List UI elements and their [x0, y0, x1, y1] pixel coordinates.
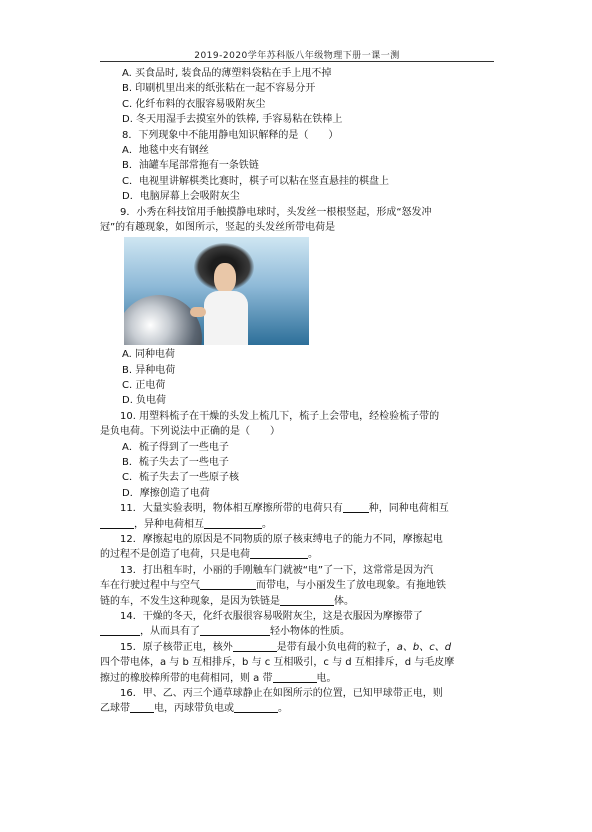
q10-stem-line1: 10. 用塑料梳子在干燥的头发上梳几下，梳子上会带电，经检验梳子带的: [120, 410, 440, 422]
q14-text-2: 轻小物体的性质。: [270, 626, 350, 638]
q7-option-b: B. 印刷机里出来的纸张粘在一起不容易分开: [122, 83, 316, 95]
girl-body: [204, 291, 248, 345]
static-sphere: [124, 295, 202, 345]
q11-blank-1[interactable]: [343, 501, 369, 513]
q16-blank-1[interactable]: [130, 701, 154, 713]
q9-option-b: B. 异种电荷: [122, 364, 176, 376]
q16-line1: 16．甲、乙、丙三个通草球静止在如图所示的位置，已知甲球带正电，则: [120, 687, 443, 699]
q14-line2: [100, 624, 496, 639]
q12-line1: 12．摩擦起电的原因是不同物质的原子核束缚电子的能力不同，摩擦起电: [120, 533, 443, 545]
q14-line1: 14．干燥的冬天，化纤衣服很容易吸附灰尘，这是衣服因为摩擦带了: [120, 610, 423, 622]
q7-option-c: C. 化纤布料的衣服容易吸附灰尘: [122, 98, 266, 110]
q15-text-4: 电。: [316, 672, 337, 684]
q13-blank-2[interactable]: [280, 594, 334, 606]
q16-line2: [100, 701, 496, 716]
q8-stem: 8．下列现象中不能用静电知识解释的是（ ）: [122, 129, 339, 141]
q15-line1: [100, 640, 496, 655]
q9-option-c: C. 正电荷: [122, 380, 166, 392]
q13-blank-1[interactable]: [200, 578, 256, 590]
q13-text-2: 而带电，与小丽发生了放电现象。有拖地铁: [256, 580, 446, 592]
q10-option-b: B．梳子失去了一些电子: [122, 457, 229, 469]
q13-line3: [100, 594, 496, 609]
q16-blank-2[interactable]: [234, 701, 278, 713]
q15-line2: 四个带电体，a 与 b 互相排斥，b 与 c 互相吸引，c 与 d 互相排斥，d 与毛皮摩: [100, 657, 455, 669]
q7-option-d: D. 冬天用湿手去摸室外的铁棒, 手容易粘在铁棒上: [122, 114, 343, 126]
q15-line3: [100, 671, 496, 686]
q14-blank-1[interactable]: [100, 624, 140, 636]
q12-text-1: 的过程不是创造了电荷，只是电荷: [100, 549, 250, 561]
q10-option-c: C．梳子失去了一些原子核: [122, 472, 239, 484]
page-header: 2019-2020学年苏科版八年级物理下册一课一测: [194, 51, 400, 61]
q16-text-2: 电，丙球带负电或: [154, 703, 234, 715]
girl-face: [214, 263, 236, 293]
q9-stem-line1: 9．小秀在科技馆用手触摸静电球时，头发丝一根根竖起，形成“怒发冲: [120, 206, 432, 218]
q11-line2: [100, 517, 496, 532]
q11-text-4: 。: [262, 518, 272, 530]
q12-line2: [100, 547, 496, 562]
q10-option-d: D．摩擦创造了电荷: [122, 487, 210, 499]
q15-text-1: 15．原子核带正电，核外: [120, 641, 233, 653]
q10-stem-line2: 是负电荷。下列说法中正确的是（ ）: [100, 426, 280, 438]
q16-text-3: 。: [278, 703, 288, 715]
q9-option-d: D. 负电荷: [122, 395, 167, 407]
q8-option-c: C．电视里讲解棋类比赛时，棋子可以粘在竖直悬挂的棋盘上: [122, 175, 389, 187]
girl-hand: [190, 307, 206, 317]
q10-option-a: A．梳子得到了一些电子: [122, 441, 229, 453]
q14-blank-2[interactable]: [200, 624, 270, 636]
q15-text-2: 是带有最小负电荷的粒子，: [276, 641, 397, 653]
q13-text-3: 链的车，不发生这种现象，是因为铁链是: [100, 595, 280, 607]
q15-blank-2[interactable]: [273, 671, 317, 683]
q8-option-a: A．地毯中夹有钢丝: [122, 144, 209, 156]
q12-text-2: 。: [308, 549, 318, 561]
q11-text-1: 11．大量实验表明，物体相互摩擦所带的电荷只有: [120, 503, 343, 515]
q14-text-1: ，从而具有了: [140, 626, 200, 638]
q8-option-b: B．油罐车尾部常拖有一条铁链: [122, 160, 259, 172]
q13-line1: 13．打出租车时，小丽的手刚触车门就被“电”了一下，这常常是因为汽: [120, 564, 434, 576]
q11-text-3: ，异种电荷相互: [134, 518, 204, 530]
q9-option-a: A. 同种电荷: [122, 349, 176, 361]
q13-text-4: 体。: [334, 595, 354, 607]
q7-option-a: A. 买食品时, 装食品的薄塑料袋粘在手上甩不掉: [122, 68, 332, 79]
q13-line2: [100, 578, 496, 593]
q16-text-1: 乙球带: [100, 703, 130, 715]
q13-text-1: 车在行驶过程中与空气: [100, 580, 200, 592]
header-divider: [100, 61, 494, 62]
q15-blank-1[interactable]: [233, 640, 277, 652]
q11-line1: [100, 501, 496, 516]
q12-blank-1[interactable]: [250, 547, 308, 559]
q15-text-3: 擦过的橡胶棒所带的电荷相同，则 a 带: [100, 672, 273, 684]
worksheet-body: [100, 66, 496, 717]
q9-stem-line2: 冠”的有趣现象，如图所示，竖起的头发丝所带电荷是: [100, 221, 336, 233]
q11-blank-3[interactable]: [204, 517, 262, 529]
q11-text-2: 种，同种电荷相互: [368, 503, 449, 515]
q11-blank-2[interactable]: [100, 517, 134, 529]
q8-option-d: D．电脑屏幕上会吸附灰尘: [122, 191, 240, 203]
static-ball-photo: [124, 237, 309, 345]
q15-abcd: a、b、c、d: [396, 641, 452, 653]
